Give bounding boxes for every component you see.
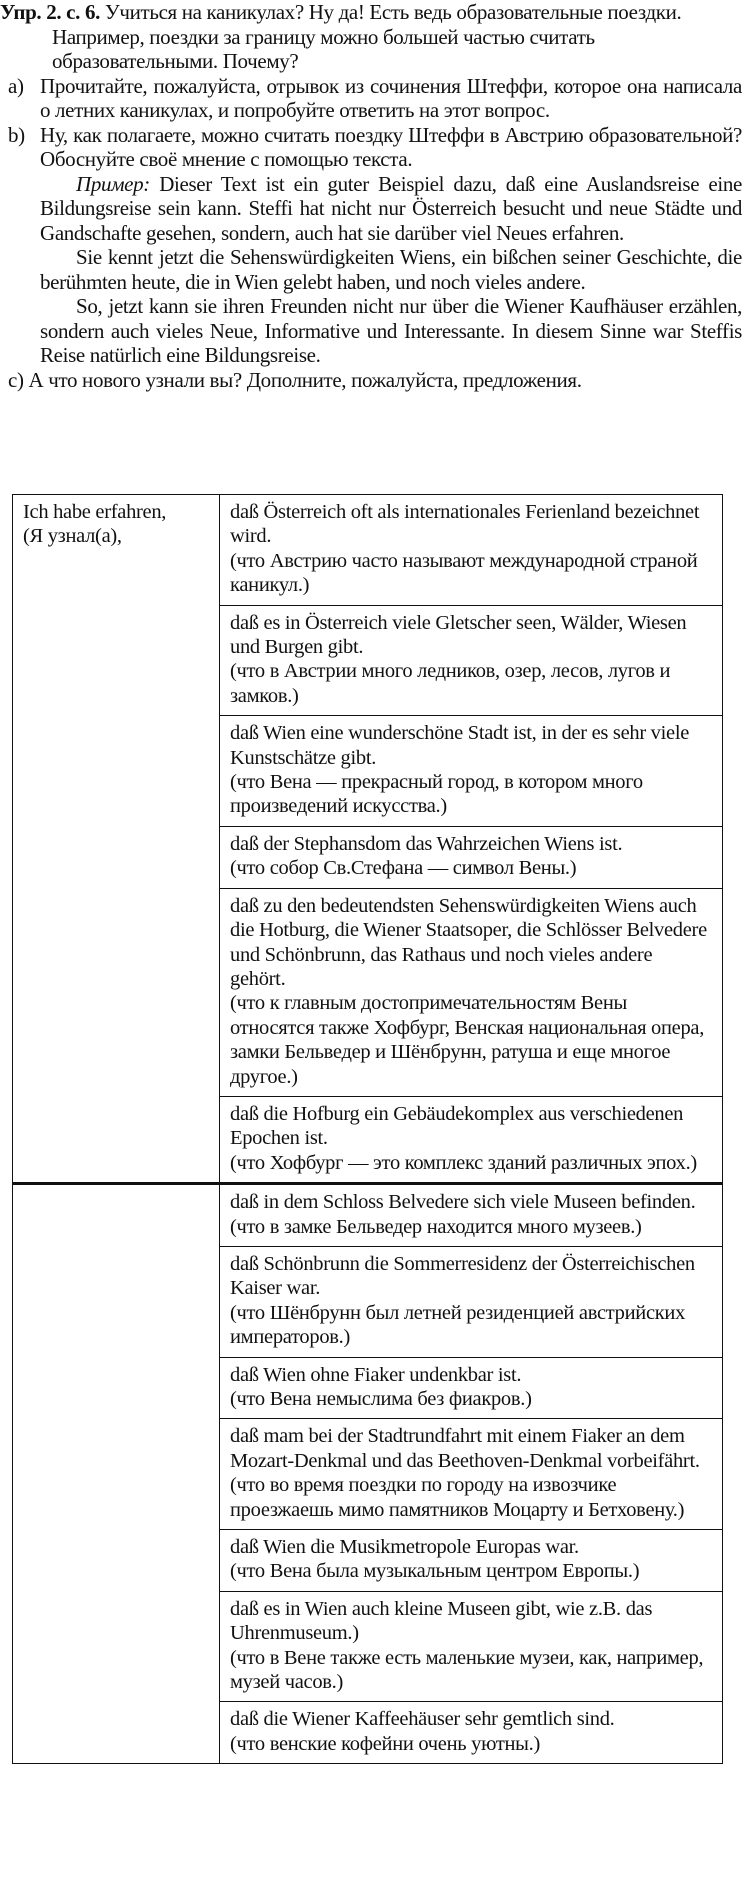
exercise-text (0, 0, 742, 392)
fact-cell (220, 1702, 723, 1764)
fact-russian: (что в Австрии много ледников, озер, лесов, лугов и замков.) (230, 660, 671, 707)
exercise-number: Упр. 2. с. 6. (0, 0, 100, 24)
facts-table-body (13, 495, 723, 1764)
fact-german: daß zu den bedeutendsten Sehenswürdigkeiten Wiens auch die Hotburg, die Wiener Staatsoper, die Schlösser Belvedere und Schönbrunn, das Rathaus und noch vieles andere gehört. (230, 894, 707, 990)
lead-de: Ich habe erfahren, (23, 501, 167, 523)
task-b-mark: b) (8, 122, 25, 147)
fact-cell (220, 1096, 723, 1183)
task-b-text: Ну, как полагаете, можно считать поездку Штеффи в Австрию образовательной? Обоснуйте своё мнение с помощью текста. (40, 122, 742, 171)
table-row (13, 495, 723, 606)
fact-german: daß die Hofburg ein Gebäudekomplex aus verschiedenen Epochen ist. (230, 1102, 684, 1150)
fact-german: daß der Stephansdom das Wahrzeichen Wiens ist. (230, 832, 623, 855)
fact-russian: (что венские кофейни очень уютны.) (230, 1732, 540, 1755)
example-text-1: Dieser Text ist ein guter Beispiel dazu, daß eine Auslandsreise eine Bildungsreise sein kann. Steffi hat nicht nur Österreich besucht und neue Städte und Gandschafte gesehen, sondern, auch hat sie darüber viel Neues erfahren. (40, 171, 742, 245)
empty-lead-cell (13, 1184, 220, 1764)
fact-cell (220, 1246, 723, 1357)
fact-cell (220, 888, 723, 1096)
fact-cell (220, 1419, 723, 1530)
exercise-heading (0, 0, 742, 74)
task-c-text: А что нового узнали вы? Дополните, пожалуйста, предложения. (28, 367, 582, 392)
lead-cell (13, 495, 220, 1184)
fact-cell (220, 826, 723, 888)
fact-cell (220, 605, 723, 716)
fact-russian: (что Шёнбрунн был летней резиденцией австрийских императоров.) (230, 1301, 686, 1349)
task-a-text: Прочитайте, пожалуйста, отрывок из сочинения Штеффи, которое она написала о летних каникулах, и попробуйте ответить на этот вопрос. (40, 73, 742, 122)
fact-cell (220, 716, 723, 827)
lead-ru: (Я узнал(а), (23, 525, 122, 548)
fact-russian: (что во время поездки по городу на извозчике проезжаешь мимо памятников Моцарту и Бетховену.) (230, 1474, 685, 1521)
fact-russian: (что в Вене также есть маленькие музеи, как, например, музей часов.) (230, 1646, 704, 1694)
example-label: Пример: (76, 171, 150, 196)
table-row (13, 1184, 723, 1247)
fact-german: daß in dem Schloss Belvedere sich viele Museen befinden. (230, 1191, 696, 1214)
fact-cell (220, 1591, 723, 1702)
fact-german: daß es in Wien auch kleine Museen gibt, wie z.B. das Uhrenmuseum.) (230, 1597, 653, 1645)
task-b (0, 123, 742, 172)
fact-german: daß Wien die Musikmetropole Europas war. (230, 1536, 579, 1559)
fact-german: daß Österreich oft als internationales Ferienland bezeichnet wird. (230, 501, 700, 548)
exercise-prompt: Учиться на каникулах? Ну да! Есть ведь образовательные поездки. Например, поездки за границу можно большей частью считать образовательными. Почему? (52, 0, 682, 73)
example-paragraph-1 (0, 172, 742, 246)
task-c-mark: c) (8, 367, 24, 392)
fact-russian: (что Вена немыслима без фиакров.) (230, 1388, 532, 1410)
fact-russian: (что к главным достопримечательностям Вены относятся также Хофбург, Венская национальная опера, замки Бельведер и Шёнбрунн, ратуша и еще многое другое.) (230, 992, 705, 1088)
fact-russian: (что Австрию часто называют международной страной каникул.) (230, 549, 698, 597)
facts-table (12, 494, 723, 1764)
example-paragraph-2: Sie kennt jetzt die Sehenswürdigkeiten Wiens, ein bißchen seiner Geschichte, die berühmten heute, die in Wien gelebt haben, und noch vieles andere. (40, 245, 742, 294)
fact-german: daß Wien eine wunderschöne Stadt ist, in der es sehr viele Kunstschätze gibt. (230, 722, 690, 769)
fact-german: daß mam bei der Stadtrundfahrt mit einem Fiaker an dem Mozart-Denkmal und das Beethoven-Denkmal vorbeifährt. (230, 1425, 700, 1472)
fact-german: daß Schönbrunn die Sommerresidenz der Österreichischen Kaiser war. (230, 1252, 695, 1300)
task-a-mark: a) (8, 73, 24, 98)
task-c (0, 368, 742, 393)
fact-german: daß Wien ohne Fiaker undenkbar ist. (230, 1363, 522, 1386)
fact-cell (220, 495, 723, 606)
fact-russian: (что Вена была музыкальным центром Европы.) (230, 1560, 640, 1583)
fact-russian: (что Хофбург — это комплекс зданий различных эпох.) (230, 1151, 697, 1174)
example-paragraph-3: So, jetzt kann sie ihren Freunden nicht nur über die Wiener Kaufhäuser erzählen, sondern auch vieles Neue, Informative und Interessante. In diesem Sinne war Steffis Reise natürlich eine Bildungsreise. (40, 294, 742, 367)
fact-german: daß es in Österreich viele Gletscher seen, Wälder, Wiesen und Burgen gibt. (230, 611, 687, 659)
task-a (0, 74, 742, 123)
fact-cell (220, 1184, 723, 1247)
fact-cell (220, 1530, 723, 1592)
fact-russian: (что Вена — прекрасный город, в котором много произведений искусства.) (230, 771, 643, 818)
fact-russian: (что собор Св.Стефана — символ Вены.) (230, 857, 577, 880)
fact-russian: (что в замке Бельведер находится много музеев.) (230, 1215, 642, 1238)
fact-german: daß die Wiener Kaffeehäuser sehr gemtlich sind. (230, 1708, 615, 1731)
fact-cell (220, 1357, 723, 1419)
